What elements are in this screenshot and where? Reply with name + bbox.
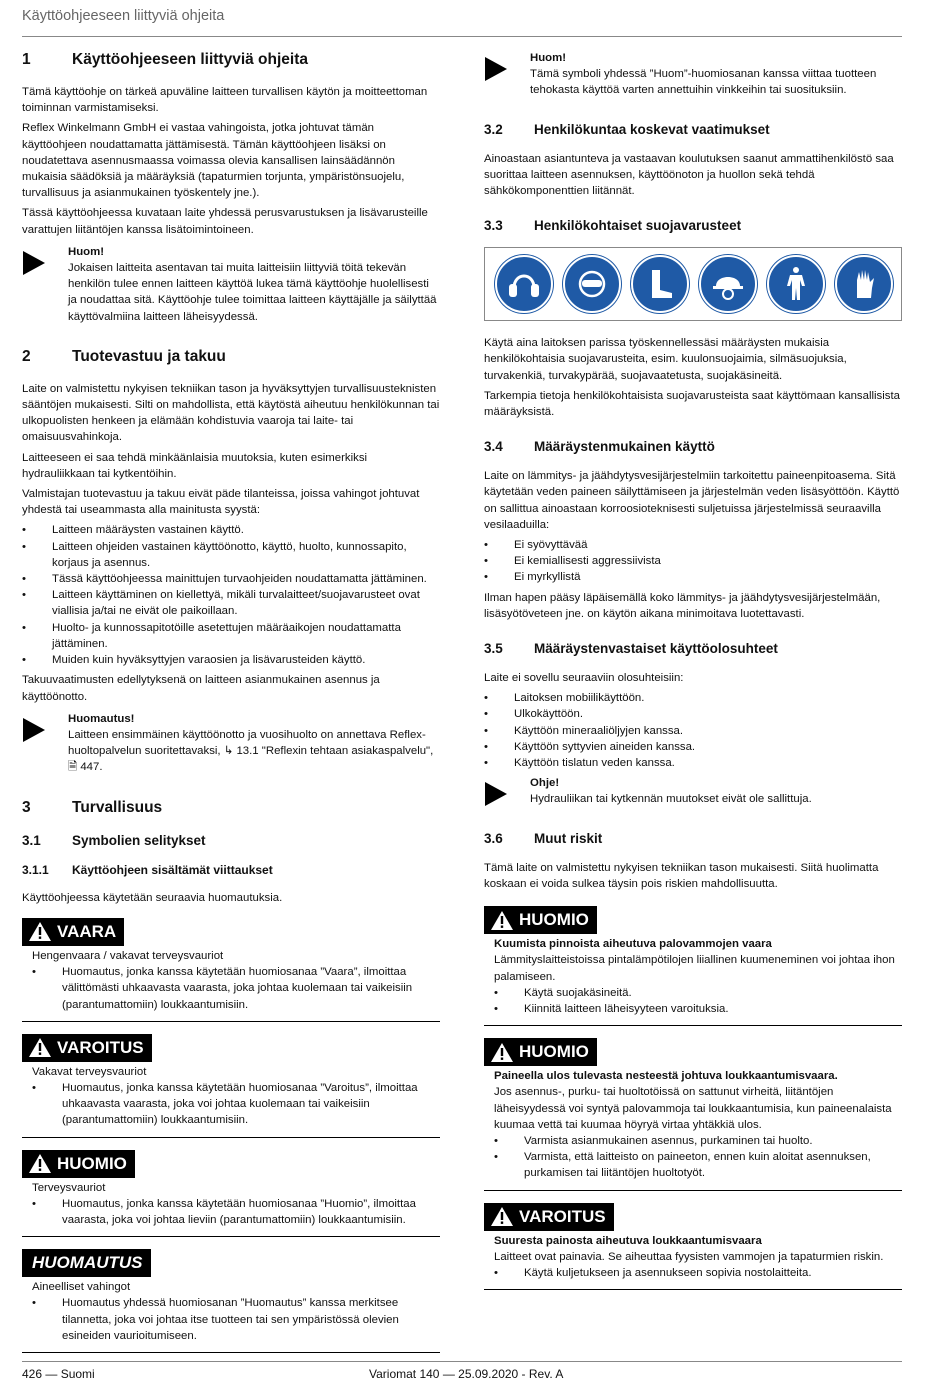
section-number: 3.6 xyxy=(484,830,503,846)
list-item: • Ei kemiallisesti aggressiivista xyxy=(484,553,902,569)
signal-word-badge xyxy=(484,1038,597,1066)
warning-triangle-icon xyxy=(28,921,52,942)
note-block xyxy=(484,50,902,99)
hazard-block-burn xyxy=(484,906,902,1026)
note-block xyxy=(22,711,440,776)
paragraph: Valmistajan tuotevastuu ja takuu eivät päde tilanteissa, joissa vahingot johtuvat yhdestä tai useammasta alla mainitusta syystä: xyxy=(22,488,420,517)
subsection-3-2-heading xyxy=(484,121,902,139)
paragraph: Reflex Winkelmann GmbH ei vastaa vahingoista, jotka johtuvat tämän käyttöohjeen noudattamatta jättämisestä. Tämän käyttöohjeen lisäksi on noudatettava asennusmaassa voimassa olevia kansallisen lainsäädännön mukaisia säädöksiä ja määräyksiä (tapaturmien torjunta, ympäristönsuojelu, turvallisuus ja asianmukainen työskentely jne.). xyxy=(22,122,405,200)
signal-word-badge xyxy=(484,1203,614,1231)
subsection-3-3-heading xyxy=(484,217,902,235)
note-arrow-icon xyxy=(484,775,530,807)
safety-gloves-icon xyxy=(835,255,893,313)
hazard-block-varoitus xyxy=(22,1034,440,1138)
section-number: 3.2 xyxy=(484,121,503,137)
note-title: Huom! xyxy=(68,245,105,258)
hazard-block-huomautus xyxy=(22,1249,440,1353)
list-item: • Laitteen määräysten vastainen käyttö. xyxy=(22,522,440,538)
section-title: Muut riskit xyxy=(534,830,603,846)
section-number: 3.1 xyxy=(22,832,41,848)
hazard-text: Laitteet ovat painavia. Se aiheuttaa fyysisten vammojen ja tapaturmien riskin. xyxy=(494,1250,884,1263)
hazard-subtitle: Terveysvauriot xyxy=(32,1181,106,1194)
list-item: • Laitoksen mobiilikäyttöön. xyxy=(484,690,902,706)
bullet-list xyxy=(22,522,440,668)
paragraph: Laite ei sovellu seuraaviin olosuhteisiin: xyxy=(484,672,684,685)
ear-protection-icon xyxy=(495,255,553,313)
paragraph: Laite on lämmitys- ja jäähdytysvesijärjestelmiin tarkoitettu paineenpitoasema. Sitä käytetään veden paineen säilyttämiseen ja järjestelmän veden lisäsyöttöön. Käyttö on sallittua ainoastaan korroosioteknisesti suljetuissa järjestelmissä seuraavilla vesilaaduilla: xyxy=(484,470,900,531)
paragraph: Käyttöohjeessa käytetään seuraavia huomautuksia. xyxy=(22,891,283,904)
section-3-heading xyxy=(22,798,440,818)
note-title: Huom! xyxy=(530,52,567,64)
note-block xyxy=(484,775,902,807)
section-number: 3.5 xyxy=(484,641,503,657)
list-item: • Muiden kuin hyväksyttyjen varaosien ja lisävarusteiden käyttö. xyxy=(22,652,440,668)
bullet-list xyxy=(484,690,902,771)
signal-word: VAROITUS xyxy=(519,1206,606,1226)
list-item: • Käytä kuljetukseen ja asennukseen sopivia nostolaitteita. xyxy=(494,1265,902,1281)
signal-word-badge xyxy=(22,1249,151,1277)
signal-word: HUOMIO xyxy=(57,1153,127,1173)
warning-triangle-icon xyxy=(28,1037,52,1058)
list-item: • Käyttöön mineraaliöljyjen kanssa. xyxy=(484,723,902,739)
hazard-subtitle: Hengenvaara / vakavat terveysvauriot xyxy=(32,949,224,962)
hazard-subtitle: Aineelliset vahingot xyxy=(32,1281,131,1294)
list-item: • Huomautus, jonka kanssa käytetään huomiosanaa ”Huomio”, ilmoittaa vaarasta, joka voi johtaa lieviin (parantumattomiin) loukkaantumisiin. xyxy=(32,1196,440,1228)
subsection-3-4-heading xyxy=(484,438,902,456)
paragraph: Ilman hapen pääsy läpäisemällä koko lämmitys- ja jäähdytysvesijärjestelmään, lisäsyötöveteen jne. on käytön aikana minimoitava luotettavasti. xyxy=(484,591,881,620)
warning-triangle-icon xyxy=(490,1042,514,1063)
hazard-block-huomio xyxy=(22,1150,440,1238)
running-header: Käyttöohjeeseen liittyviä ohjeita xyxy=(22,8,225,24)
hazard-subtitle: Vakavat terveysvauriot xyxy=(32,1065,147,1078)
document-id: Variomat 140 — 25.09.2020 - Rev. A xyxy=(369,1367,564,1381)
note-arrow-icon xyxy=(22,244,68,325)
paragraph: Laite on valmistettu nykyisen tekniikan tason ja hyväksyttyjen turvallisuusteknisten sääntöjen mukaisesti. Silti on mahdollista, että käytöstä aiheutuu henkilökunnan tai ulkopuolisten henkeen ja elämään kohdistuvia vaaroja tai laite- tai omaisuusvahinkoja. xyxy=(22,382,440,444)
list-item: • Varmista, että laitteisto on paineeton, ennen kuin aloitat asennuksen, purkamisen tai liitäntöjen huoltotyöt. xyxy=(494,1149,902,1181)
safety-boots-icon xyxy=(631,255,689,313)
hazard-text: Lämmityslaitteistoissa pintalämpötilojen liiallinen kuumeneminen voi johtaa ihon palamiseen. xyxy=(494,954,895,983)
left-column xyxy=(22,50,440,1365)
subsection-3-5-heading xyxy=(484,640,902,658)
list-item: • Kiinnitä laitteen läheisyyteen varoituksia. xyxy=(494,1001,902,1017)
section-title: Käyttöohjeen sisältämät viittaukset xyxy=(72,862,273,877)
section-number: 2 xyxy=(22,347,31,365)
list-item: • Laitteen käyttäminen on kiellettyä, mikäli turvalaitteet/suojavarusteet ovat viallisia ja/tai ne eivät ole paikoillaan. xyxy=(22,587,440,619)
subsection-3-1-1-heading xyxy=(22,862,440,878)
paragraph: Tämä laite on valmistettu nykyisen tekniikan tason mukaisesti. Siitä huolimatta koskaan ei voida sulkea täysin pois riskien mahdollisuutta. xyxy=(484,861,879,890)
note-title: Huomautus! xyxy=(68,712,135,725)
paragraph: Ainoastaan asiantunteva ja vastaavan koulutuksen saanut ammattihenkilöstö saa suorittaa laitteen asennuksen, käyttöönoton ja huollon sekä tehdä sähkökomponenttien liitännät. xyxy=(484,152,894,198)
note-text: Tämä symboli yhdessä ”Huom”-huomiosanan kanssa viittaa tuotteen tehokasta käyttöä varten annettuihin vinkkeihin tai suosituksiin. xyxy=(530,68,877,97)
subsection-3-6-heading xyxy=(484,830,902,848)
warning-triangle-icon xyxy=(490,1206,514,1227)
note-text: Jokaisen laitteita asentavan tai muita laitteisiin liittyviä töitä tekevän henkilön tulee ennen laitteen käyttöä lukea tämä käyttöohje huolellisesti ja noudattaa sitä. Käyttöohje tulee toimittaa laitteen käyttäjälle ja säilyttää käyttövalmiina laitteen läheisyydessä. xyxy=(68,262,437,323)
paragraph: Takuuvaatimusten edellytyksenä on laitteen asianmukainen asennus ja käyttöönotto. xyxy=(22,674,380,703)
list-item: • Huomautus, jonka kanssa käytetään huomiosanaa ”Vaara”, ilmoittaa välittömästi uhkaavasta vaarasta, joka johtaa kuolemaan tai vaikeisiin (parantumattomiin) loukkaantumisiin. xyxy=(32,964,440,1013)
section-title: Turvallisuus xyxy=(72,798,163,816)
warning-triangle-icon xyxy=(28,1153,52,1174)
list-item: • Huomautus yhdessä huomiosanan ”Huomautus” kanssa merkitsee tilannetta, joka voi johtaa itse tuotteen tai sen ympäristössä olevien esineiden vaurioitumiseen. xyxy=(32,1295,440,1344)
paragraph: Tämä käyttöohje on tärkeä apuväline laitteen turvallisen käytön ja moitteettoman toiminnan varmistamiseksi. xyxy=(22,86,428,115)
section-2-heading xyxy=(22,347,440,367)
list-item: • Huomautus, jonka kanssa käytetään huomiosanaa ”Varoitus”, ilmoittaa uhkaavasta vaarasta, joka voi johtaa kuolemaan tai vaikeisiin (parantumattomiin) loukkaantumisiin. xyxy=(32,1080,440,1129)
section-title: Käyttöohjeeseen liittyviä ohjeita xyxy=(72,51,309,68)
signal-word-badge xyxy=(22,1150,135,1178)
hazard-title: Paineella ulos tulevasta nesteestä johtuva loukkaantumisvaara. xyxy=(494,1070,838,1083)
paragraph: Käytä aina laitoksen parissa työskennellessäsi määräysten mukaisia henkilökohtaisia suojavarusteita, esim. kuulonsuojaimia, silmäsuojuksia, turvakenkiä, turvakypärää, suojavaatetusta, suojakäsineitä. xyxy=(484,337,847,382)
section-title: Henkilökuntaa koskevat vaatimukset xyxy=(534,121,770,137)
hazard-block-vaara xyxy=(22,918,440,1022)
list-item: • Varmista asianmukainen asennus, purkaminen tai huolto. xyxy=(494,1133,902,1149)
list-item: • Ulkokäyttöön. xyxy=(484,706,902,722)
eye-protection-icon xyxy=(563,255,621,313)
ppe-icons-panel xyxy=(484,247,902,321)
note-text: Hydrauliikan tai kytkennän muutokset eivät ole sallittuja. xyxy=(530,793,812,806)
right-column xyxy=(484,50,902,1302)
hazard-title: Kuumista pinnoista aiheutuva palovammojen vaara xyxy=(494,938,772,951)
note-block xyxy=(22,244,440,325)
signal-word: HUOMIO xyxy=(519,910,589,930)
section-number: 3.4 xyxy=(484,439,503,455)
list-item: • Ei syövyttävää xyxy=(484,537,902,553)
signal-word: VAROITUS xyxy=(57,1037,144,1057)
list-item: • Ei myrkyllistä xyxy=(484,569,902,585)
footer-rule xyxy=(22,1361,902,1362)
hazard-text: Jos asennus-, purku- tai huoltotöissä on sattunut virheitä, liitäntöjen läheisyydessä voi syntyä palovammoja tai loukkaantumisia, kun paineenalaista kuumaa vettä tai kuumaa höyryä virtaa yhtäkkiä ulos. xyxy=(494,1086,892,1131)
list-item: • Käyttöön tislatun veden kanssa. xyxy=(484,755,902,771)
section-title: Tuotevastuu ja takuu xyxy=(72,347,226,365)
list-item: • Huolto- ja kunnossapitotöille asetettujen määräaikojen noudattamatta jättäminen. xyxy=(22,620,440,652)
signal-word-badge xyxy=(484,906,597,934)
hazard-block-pressure xyxy=(484,1038,902,1190)
protective-suit-icon xyxy=(767,255,825,313)
header-rule xyxy=(22,36,902,37)
list-item: • Käytä suojakäsineitä. xyxy=(494,985,902,1001)
note-text: Laitteen ensimmäinen käyttöönotto ja vuosihuolto on annettava Reflex-huoltopalvelun suoritettavaksi, ↳ 13.1 "Reflexin tehtaan asiakaspalvelu", 🗎 447. xyxy=(68,728,434,774)
warning-triangle-icon xyxy=(490,910,514,931)
note-arrow-icon xyxy=(22,711,68,776)
paragraph: Tässä käyttöohjeessa kuvataan laite yhdessä perusvarustuksen ja lisävarusteille varattujen liitäntöjen kanssa lisätoimintoineen. xyxy=(22,207,428,236)
note-title: Ohje! xyxy=(530,777,560,790)
section-number: 1 xyxy=(22,51,31,68)
hard-hat-icon xyxy=(699,255,757,313)
section-number: 3.1.1 xyxy=(22,862,49,877)
section-1-heading xyxy=(22,50,440,70)
paragraph: Tarkempia tietoja henkilökohtaisista suojavarusteista saat käyttömaan kansallisista määräyksistä. xyxy=(484,389,900,419)
section-title: Henkilökohtaiset suojavarusteet xyxy=(534,218,742,234)
signal-word: VAARA xyxy=(57,921,117,941)
paragraph: Laitteeseen ei saa tehdä minkäänlaisia muutoksia, kuten esimerkiksi hydrauliikkaan tai kytkentöihin. xyxy=(22,451,368,480)
signal-word-badge xyxy=(22,1034,152,1062)
signal-word: HUOMAUTUS xyxy=(32,1253,143,1273)
note-arrow-icon xyxy=(484,50,530,99)
subsection-3-1-heading xyxy=(22,832,440,850)
signal-word: HUOMIO xyxy=(519,1042,589,1062)
bullet-list xyxy=(484,537,902,586)
list-item: • Laitteen ohjeiden vastainen käyttöönotto, käyttö, huolto, kunnossapito, korjaus ja asennus. xyxy=(22,539,440,571)
signal-word-badge xyxy=(22,918,124,946)
section-number: 3 xyxy=(22,798,31,816)
section-number: 3.3 xyxy=(484,218,503,234)
list-item: • Tässä käyttöohjeessa mainittujen turvaohjeiden noudattamatta jättäminen. xyxy=(22,571,440,587)
page-number: 426 — Suomi xyxy=(22,1367,95,1381)
hazard-title: Suuresta painosta aiheutuva loukkaantumisvaara xyxy=(494,1234,762,1247)
section-title: Määräystenvastaiset käyttöolosuhteet xyxy=(534,641,778,657)
section-title: Symbolien selitykset xyxy=(72,832,206,848)
section-title: Määräystenmukainen käyttö xyxy=(534,439,715,455)
hazard-block-weight xyxy=(484,1203,902,1291)
list-item: • Käyttöön syttyvien aineiden kanssa. xyxy=(484,739,902,755)
